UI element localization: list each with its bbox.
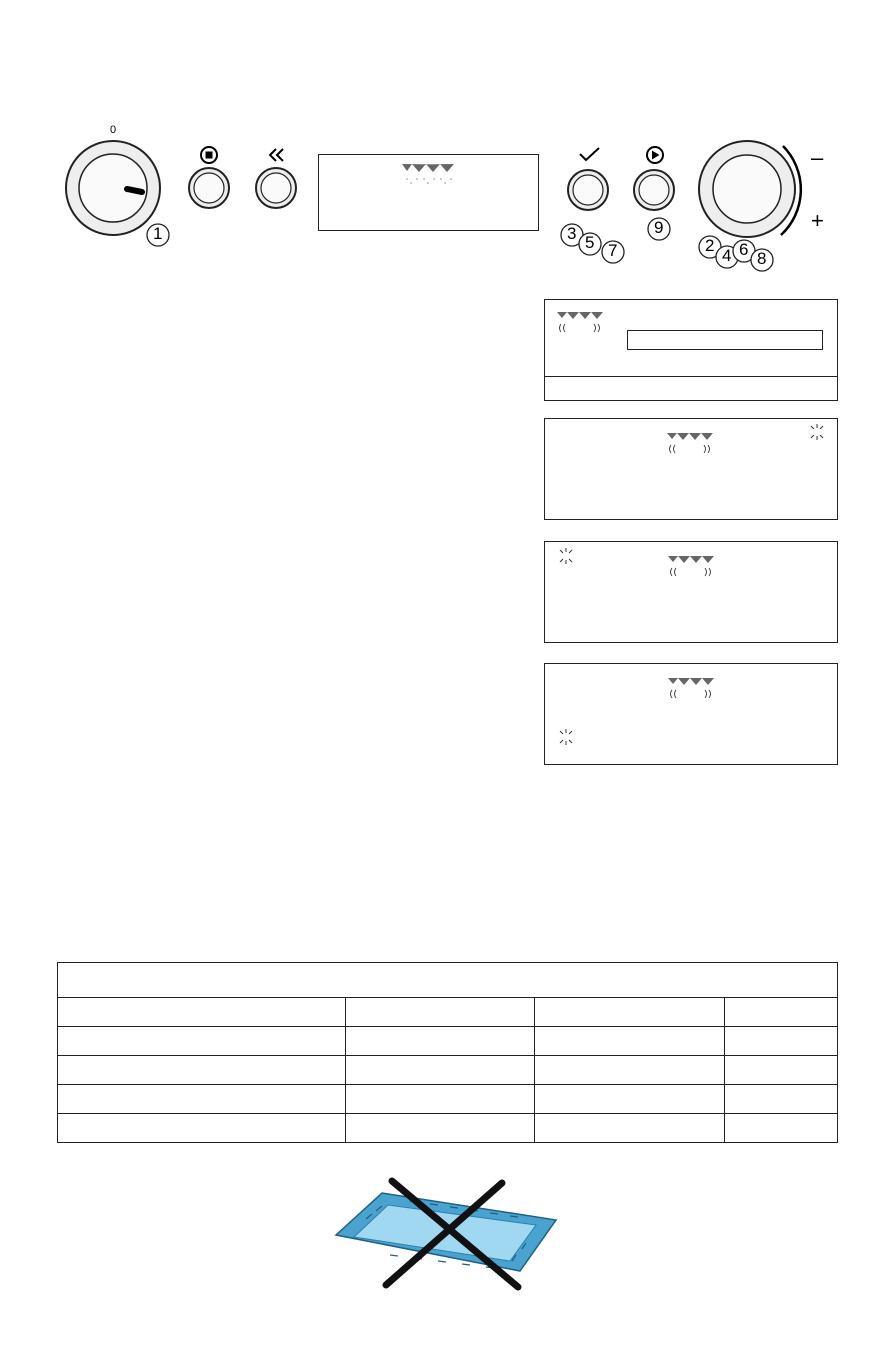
stop-button[interactable] bbox=[188, 167, 232, 211]
blinking-indicator-icon bbox=[556, 727, 576, 747]
callout-2-number: 2 bbox=[705, 236, 715, 255]
table-cell bbox=[58, 998, 346, 1027]
table-cell bbox=[58, 1085, 346, 1114]
table-row bbox=[58, 1056, 838, 1085]
table-cell bbox=[535, 1056, 725, 1085]
table-cell bbox=[535, 998, 725, 1027]
callout-6-number: 6 bbox=[739, 240, 749, 259]
table-cell bbox=[725, 1027, 838, 1056]
grill-heating-icon bbox=[402, 164, 456, 188]
table-cell bbox=[58, 1114, 346, 1143]
table-row bbox=[58, 998, 838, 1027]
blinking-indicator-icon bbox=[807, 422, 827, 442]
display-text-field bbox=[627, 330, 823, 350]
zero-position-label: 0 bbox=[110, 124, 117, 136]
table-row bbox=[58, 1085, 838, 1114]
settings-table bbox=[57, 962, 838, 1143]
display-example-3 bbox=[544, 541, 838, 643]
display-status-bar bbox=[545, 376, 837, 377]
table-cell bbox=[535, 1085, 725, 1114]
stop-icon bbox=[199, 145, 221, 167]
callout-1-number: 1 bbox=[153, 224, 163, 243]
table-cell bbox=[346, 1027, 535, 1056]
double-chevron-left-icon bbox=[268, 146, 290, 166]
callout-4-number: 4 bbox=[722, 246, 732, 265]
decrease-label: – bbox=[811, 145, 824, 170]
play-icon bbox=[645, 145, 667, 167]
grill-heating-icon bbox=[668, 556, 718, 582]
table-cell bbox=[346, 998, 535, 1027]
table-cell bbox=[725, 998, 838, 1027]
table-cell bbox=[346, 1085, 535, 1114]
grill-heating-icon bbox=[668, 678, 718, 704]
table-cell bbox=[725, 1114, 838, 1143]
callout-5-number: 5 bbox=[585, 233, 595, 252]
increase-label: + bbox=[811, 208, 824, 233]
table-cell bbox=[535, 1114, 725, 1143]
table-cell bbox=[725, 1056, 838, 1085]
table-row bbox=[58, 1027, 838, 1056]
display-example-2 bbox=[544, 418, 838, 520]
display-example-4 bbox=[544, 663, 838, 765]
table-cell bbox=[346, 1056, 535, 1085]
main-display bbox=[318, 154, 539, 231]
callout-7-number: 7 bbox=[608, 241, 618, 260]
selector-knob[interactable] bbox=[698, 142, 808, 242]
start-button[interactable] bbox=[633, 169, 677, 213]
table-cell bbox=[535, 1027, 725, 1056]
table-cell bbox=[346, 1114, 535, 1143]
crossed-out-baking-tray-icon bbox=[330, 1175, 564, 1290]
callout-8-number: 8 bbox=[757, 249, 767, 268]
table-title bbox=[58, 963, 838, 998]
table-cell bbox=[58, 1056, 346, 1085]
display-example-1 bbox=[544, 299, 838, 401]
back-button[interactable] bbox=[255, 167, 299, 211]
blinking-indicator-icon bbox=[556, 546, 576, 566]
callout-3-number: 3 bbox=[567, 224, 577, 243]
table-cell bbox=[725, 1085, 838, 1114]
table-header-row bbox=[58, 963, 838, 998]
table-row bbox=[58, 1114, 838, 1143]
grill-heating-icon bbox=[667, 433, 717, 459]
table-cell bbox=[58, 1027, 346, 1056]
confirm-button[interactable] bbox=[567, 169, 611, 213]
callout-9-number: 9 bbox=[654, 218, 664, 237]
grill-heating-icon bbox=[557, 312, 607, 338]
checkmark-icon bbox=[578, 146, 602, 164]
